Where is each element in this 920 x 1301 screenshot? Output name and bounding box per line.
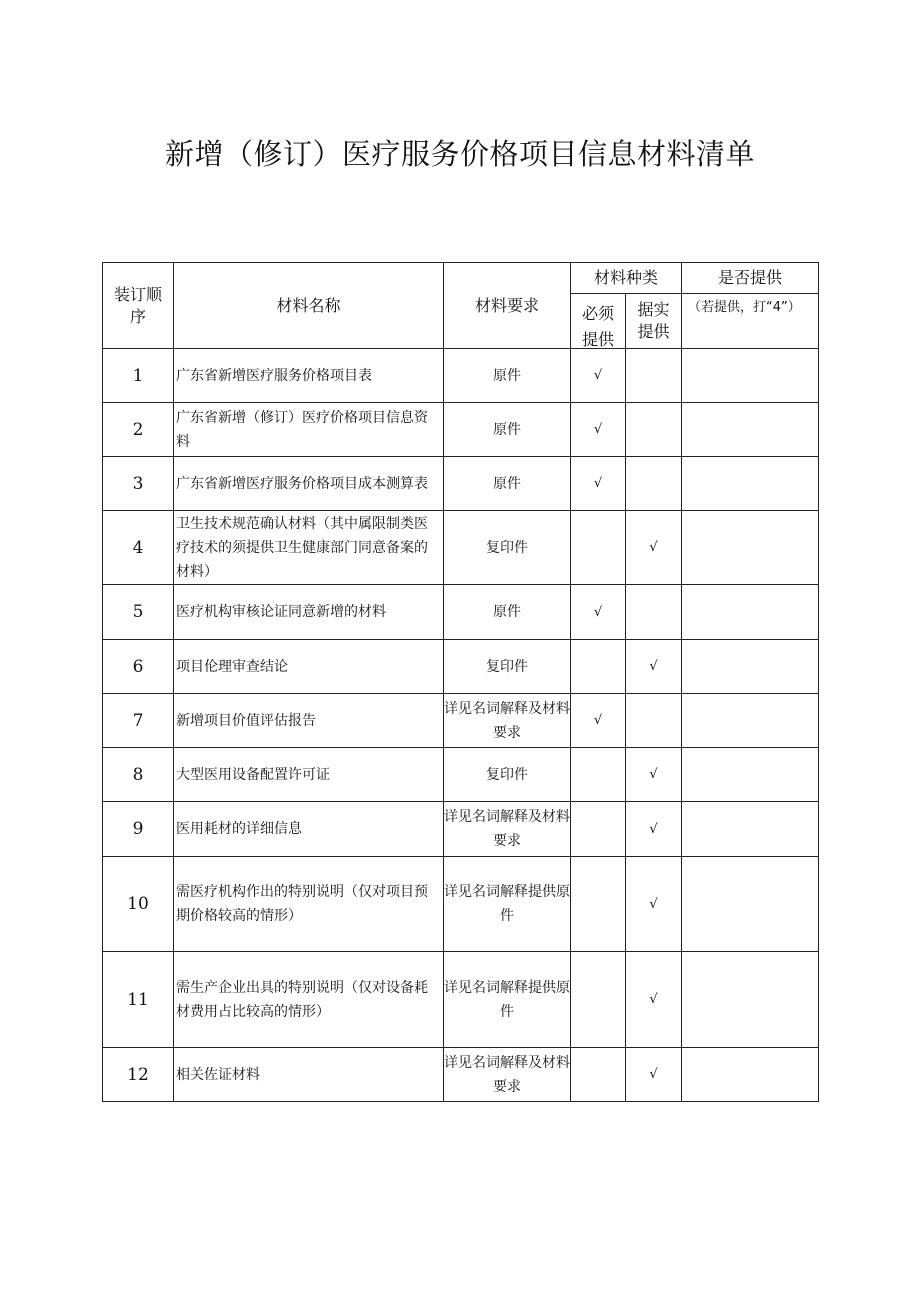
row-seq: 3 — [103, 457, 174, 511]
row-required-check: √ — [571, 585, 626, 640]
table-row — [103, 1048, 819, 1102]
row-required-check — [571, 857, 626, 952]
header-provided: 是否提供 — [682, 263, 819, 294]
table-row — [103, 802, 819, 857]
row-requirement: 复印件 — [444, 748, 571, 802]
row-requirement: 详见名词解释及材料要求 — [444, 1048, 571, 1102]
row-name: 广东省新增医疗服务价格项目表 — [174, 349, 444, 403]
row-actual-check: √ — [626, 640, 682, 694]
header-type-actual-label: 据实提供 — [637, 300, 670, 341]
row-seq: 11 — [103, 952, 174, 1048]
row-required-check: √ — [571, 349, 626, 403]
row-provided-cell[interactable] — [682, 640, 819, 694]
row-actual-check — [626, 349, 682, 403]
row-name: 需医疗机构作出的特别说明（仅对项目预期价格较高的情形） — [174, 857, 444, 952]
row-requirement: 复印件 — [444, 511, 571, 585]
header-name: 材料名称 — [174, 263, 444, 349]
row-seq: 10 — [103, 857, 174, 952]
header-type-required — [571, 294, 626, 349]
table-row — [103, 857, 819, 952]
row-name: 卫生技术规范确认材料（其中属限制类医疗技术的须提供卫生健康部门同意备案的材料） — [174, 511, 444, 585]
row-provided-cell[interactable] — [682, 857, 819, 952]
row-seq: 12 — [103, 1048, 174, 1102]
header-provided-note: （若提供，打“4”） — [682, 294, 819, 349]
row-seq: 1 — [103, 349, 174, 403]
row-actual-check: √ — [626, 802, 682, 857]
row-provided-cell[interactable] — [682, 952, 819, 1048]
header-requirement: 材料要求 — [444, 263, 571, 349]
header-seq-label: 装订顺序 — [114, 284, 163, 326]
row-seq: 2 — [103, 403, 174, 457]
row-provided-cell[interactable] — [682, 585, 819, 640]
row-requirement: 详见名词解释及材料要求 — [444, 694, 571, 748]
row-actual-check: √ — [626, 857, 682, 952]
row-name: 医疗机构审核论证同意新增的材料 — [174, 585, 444, 640]
row-seq: 9 — [103, 802, 174, 857]
row-required-check — [571, 640, 626, 694]
row-name: 医用耗材的详细信息 — [174, 802, 444, 857]
row-requirement: 原件 — [444, 403, 571, 457]
row-requirement: 原件 — [444, 349, 571, 403]
page-title: 新增（修订）医疗服务价格项目信息材料清单 — [164, 137, 755, 171]
table-row — [103, 511, 819, 585]
header-seq — [103, 263, 174, 349]
row-actual-check: √ — [626, 511, 682, 585]
row-name: 广东省新增（修订）医疗价格项目信息资料 — [174, 403, 444, 457]
row-requirement: 原件 — [444, 585, 571, 640]
table-row — [103, 640, 819, 694]
row-requirement: 详见名词解释及材料要求 — [444, 802, 571, 857]
row-actual-check: √ — [626, 1048, 682, 1102]
row-required-check — [571, 748, 626, 802]
row-actual-check: √ — [626, 748, 682, 802]
row-name: 广东省新增医疗服务价格项目成本测算表 — [174, 457, 444, 511]
row-required-check — [571, 1048, 626, 1102]
header-type-required-label: 必须提供 — [581, 303, 614, 348]
row-required-check: √ — [571, 403, 626, 457]
row-requirement: 复印件 — [444, 640, 571, 694]
table-row — [103, 952, 819, 1048]
table-body — [103, 349, 819, 1102]
header-type-group: 材料种类 — [571, 263, 682, 294]
row-name: 项目伦理审查结论 — [174, 640, 444, 694]
row-actual-check — [626, 457, 682, 511]
row-seq: 4 — [103, 511, 174, 585]
table-row — [103, 748, 819, 802]
row-seq: 5 — [103, 585, 174, 640]
table-row — [103, 349, 819, 403]
row-requirement: 详见名词解释提供原件 — [444, 857, 571, 952]
row-seq: 7 — [103, 694, 174, 748]
row-provided-cell[interactable] — [682, 1048, 819, 1102]
row-required-check: √ — [571, 694, 626, 748]
row-actual-check: √ — [626, 952, 682, 1048]
table-row — [103, 403, 819, 457]
row-name: 大型医用设备配置许可证 — [174, 748, 444, 802]
row-name: 新增项目价值评估报告 — [174, 694, 444, 748]
row-actual-check — [626, 694, 682, 748]
row-seq: 8 — [103, 748, 174, 802]
table-row — [103, 694, 819, 748]
header-type-actual — [626, 294, 682, 349]
row-seq: 6 — [103, 640, 174, 694]
row-actual-check — [626, 585, 682, 640]
row-provided-cell[interactable] — [682, 511, 819, 585]
row-provided-cell[interactable] — [682, 748, 819, 802]
row-required-check — [571, 802, 626, 857]
row-required-check: √ — [571, 457, 626, 511]
row-requirement: 详见名词解释提供原件 — [444, 952, 571, 1048]
row-required-check — [571, 511, 626, 585]
row-name: 相关佐证材料 — [174, 1048, 444, 1102]
row-actual-check — [626, 403, 682, 457]
row-required-check — [571, 952, 626, 1048]
materials-table — [102, 262, 819, 1102]
row-provided-cell[interactable] — [682, 694, 819, 748]
row-provided-cell[interactable] — [682, 802, 819, 857]
table-row — [103, 585, 819, 640]
row-requirement: 原件 — [444, 457, 571, 511]
row-provided-cell[interactable] — [682, 457, 819, 511]
row-provided-cell[interactable] — [682, 403, 819, 457]
table-row — [103, 457, 819, 511]
row-provided-cell[interactable] — [682, 349, 819, 403]
row-name: 需生产企业出具的特别说明（仅对设备耗材费用占比较高的情形） — [174, 952, 444, 1048]
